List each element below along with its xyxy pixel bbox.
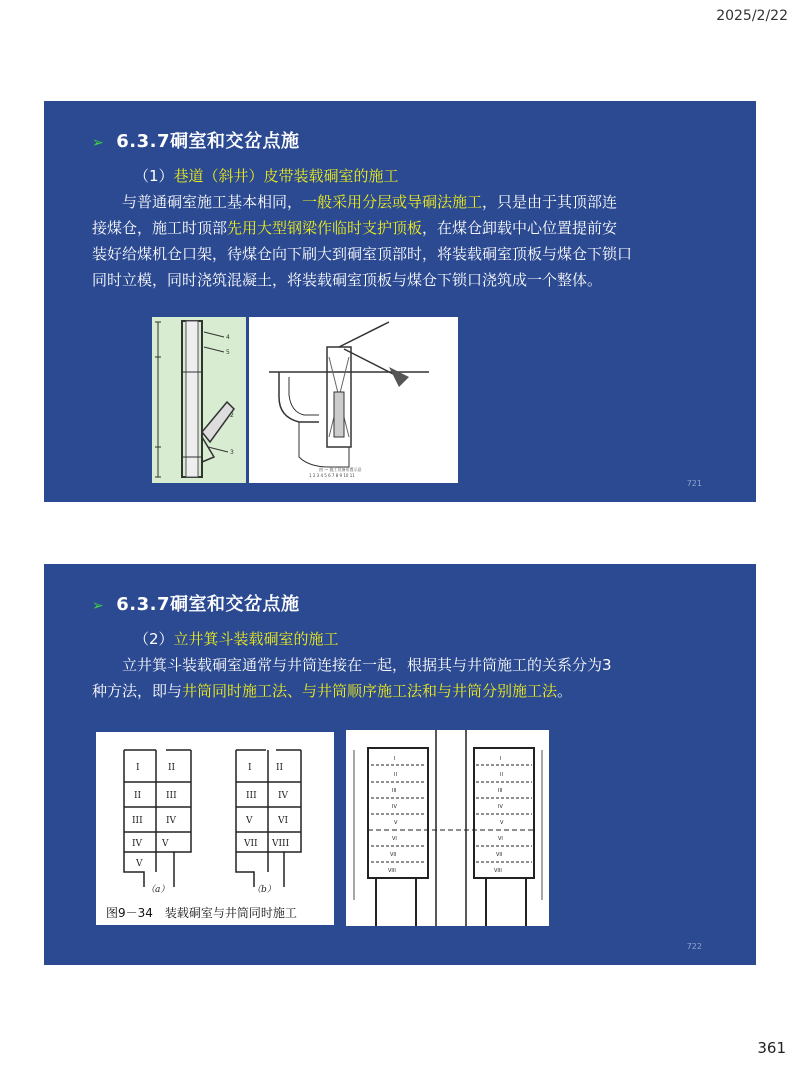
svg-text:I: I — [394, 756, 396, 762]
bullet-arrow-icon: ➢ — [92, 135, 105, 151]
svg-text:IV: IV — [166, 816, 177, 826]
body-paragraph — [92, 652, 622, 704]
figure-caption: 图9－34 装载硐室与井筒同时施工 — [106, 906, 297, 920]
subtitle-highlight: 立井箕斗装载硐室的施工 — [173, 630, 339, 648]
page-number: 361 — [757, 1039, 786, 1057]
svg-text:I: I — [500, 756, 502, 762]
svg-text:VI: VI — [278, 816, 289, 826]
para-highlight-2: 先用大型钢梁作临时支护顶板 — [227, 219, 423, 237]
svg-text:1 2 3 4 5 6 7 8 9 10 11: 1 2 3 4 5 6 7 8 9 10 11 — [309, 473, 355, 478]
para-text-1: 与普通硐室施工基本相同， — [122, 193, 303, 211]
svg-text:VII: VII — [244, 839, 258, 849]
body-paragraph — [92, 189, 632, 293]
figure-label-b: （b） — [252, 885, 276, 895]
section-subtitle — [134, 165, 399, 186]
loading-chamber-sections-figure — [96, 732, 334, 925]
svg-text:VI: VI — [392, 836, 397, 842]
svg-text:V: V — [162, 839, 169, 849]
svg-text:V: V — [246, 816, 253, 826]
svg-text:IV: IV — [132, 839, 143, 849]
para-text-2: 。 — [557, 682, 573, 700]
svg-text:2: 2 — [230, 412, 234, 419]
slide-number: 721 — [686, 479, 702, 488]
svg-text:V: V — [136, 859, 143, 869]
svg-text:II: II — [500, 772, 503, 778]
slide-721 — [44, 101, 756, 502]
slide-number: 722 — [686, 942, 702, 951]
svg-text:VIII: VIII — [494, 868, 502, 874]
para-text-1: 立井箕斗装载硐室通常与井筒连接在一起，根据其与井筒施工的关系分为3种方法，即与 — [92, 656, 612, 700]
svg-text:IV: IV — [278, 791, 289, 801]
print-date: 2025/2/22 — [716, 8, 788, 24]
svg-text:IV: IV — [392, 804, 397, 810]
subtitle-prefix: （1） — [134, 167, 174, 185]
svg-text:III: III — [392, 788, 397, 794]
svg-text:I: I — [136, 763, 140, 773]
svg-text:5: 5 — [226, 349, 230, 356]
bullet-arrow-icon: ➢ — [92, 598, 105, 614]
figure-label-a: （a） — [146, 885, 170, 895]
slide-722 — [44, 564, 756, 965]
svg-text:II: II — [394, 772, 397, 778]
svg-text:III: III — [166, 791, 177, 801]
shaft-loading-diagram — [152, 317, 246, 483]
svg-text:3: 3 — [230, 449, 234, 456]
svg-text:VII: VII — [390, 852, 397, 858]
subtitle-highlight: 巷道（斜井）皮带装载硐室的施工 — [173, 167, 399, 185]
svg-text:4: 4 — [226, 334, 230, 341]
svg-text:I: I — [248, 763, 252, 773]
svg-text:VII: VII — [496, 852, 503, 858]
slide-title — [92, 127, 299, 153]
section-subtitle — [134, 628, 339, 649]
slide-title — [92, 590, 299, 616]
svg-text:III: III — [132, 816, 143, 826]
svg-text:VIII: VIII — [272, 839, 290, 849]
svg-text:III: III — [246, 791, 257, 801]
shaft-section-drawing — [346, 730, 549, 926]
para-text-2: ，只是由于其顶部连接煤仓，施工时顶部 — [92, 193, 618, 237]
headframe-construction-diagram — [249, 317, 458, 483]
title-text: 6.3.7硐室和交岔点施 — [116, 131, 300, 152]
svg-text:VI: VI — [498, 836, 503, 842]
svg-text:VIII: VIII — [388, 868, 396, 874]
svg-text:IV: IV — [498, 804, 503, 810]
para-highlight-1: 井筒同时施工法、与井筒顺序施工法和与井筒分别施工法 — [182, 682, 558, 700]
subtitle-prefix: （2） — [134, 630, 174, 648]
svg-text:V: V — [394, 820, 398, 826]
svg-text:II: II — [276, 763, 284, 773]
para-text-3: ，在煤仓卸载中心位置提前安装好给煤机仓口架，待煤仓向下刷大到硐室顶部时，将装载硐室顶板与煤仓下锁口同时立模，同时浇筑混凝土，将装载硐室顶板与煤仓下锁口浇筑成一个整体。 — [92, 219, 633, 289]
svg-text:V: V — [500, 820, 504, 826]
svg-text:II: II — [168, 763, 176, 773]
svg-text:II: II — [134, 791, 142, 801]
title-text: 6.3.7硐室和交岔点施 — [116, 594, 300, 615]
svg-text:III: III — [498, 788, 503, 794]
para-highlight-1: 一般采用分层或导硐法施工 — [302, 193, 483, 211]
svg-text:图 — 施工设备布置示意: 图 — 施工设备布置示意 — [319, 467, 362, 472]
